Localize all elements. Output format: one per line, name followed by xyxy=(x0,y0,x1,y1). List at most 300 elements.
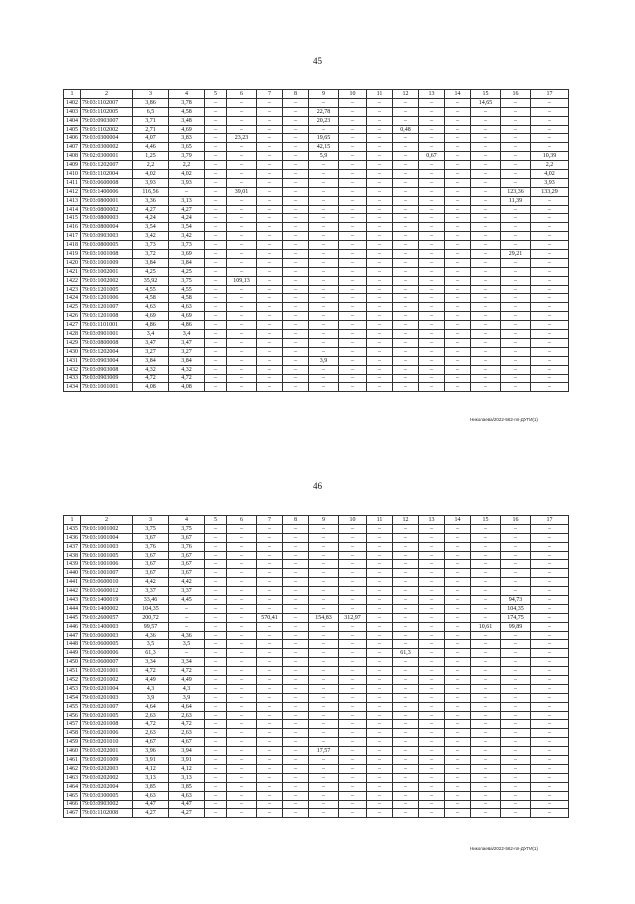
table-cell: – xyxy=(367,640,393,649)
table-cell: – xyxy=(339,196,367,205)
table-cell: – xyxy=(393,250,419,259)
table-cell: – xyxy=(393,223,419,232)
table-cell: – xyxy=(367,374,393,383)
table-cell: 79:03:1202004 xyxy=(81,347,133,356)
table-cell: – xyxy=(227,693,257,702)
table-cell: – xyxy=(445,711,471,720)
table-cell: – xyxy=(419,374,445,383)
table-cell: – xyxy=(367,232,393,241)
table-cell: – xyxy=(205,524,227,533)
table-cell: – xyxy=(531,267,569,276)
table-cell: – xyxy=(531,587,569,596)
table-row xyxy=(64,640,569,649)
table-cell: – xyxy=(367,613,393,622)
table-cell: 4,63 xyxy=(133,791,169,800)
table-cell: 79:03:0201008 xyxy=(81,720,133,729)
table-cell: 123,36 xyxy=(501,187,531,196)
table-cell: – xyxy=(445,187,471,196)
table-row xyxy=(64,578,569,587)
table-cell: 79:03:1102002 xyxy=(81,125,133,134)
table-cell: – xyxy=(283,161,309,170)
table-cell: – xyxy=(283,587,309,596)
table-cell: – xyxy=(257,356,283,365)
table-cell: – xyxy=(445,223,471,232)
table-cell: 3,36 xyxy=(133,196,169,205)
table-cell: 3,76 xyxy=(169,542,205,551)
table-cell: – xyxy=(339,356,367,365)
table-cell: – xyxy=(283,684,309,693)
table-cell: – xyxy=(205,125,227,134)
table-cell: 4,42 xyxy=(133,578,169,587)
table-cell: – xyxy=(445,170,471,179)
table-cell: 3,93 xyxy=(531,178,569,187)
table-cell: – xyxy=(227,250,257,259)
table-cell: – xyxy=(339,551,367,560)
table-cell: – xyxy=(367,187,393,196)
table-cell: – xyxy=(309,223,339,232)
table-cell: – xyxy=(257,658,283,667)
table-cell: 1465 xyxy=(64,791,81,800)
table-cell: – xyxy=(257,330,283,339)
table-cell: – xyxy=(339,702,367,711)
table-cell: 79:03:0201003 xyxy=(81,693,133,702)
table-cell: – xyxy=(367,551,393,560)
table-cell: – xyxy=(309,383,339,392)
table-cell: – xyxy=(257,205,283,214)
table-cell: – xyxy=(309,196,339,205)
table-cell: – xyxy=(205,196,227,205)
table-cell: – xyxy=(419,782,445,791)
table-cell: – xyxy=(205,383,227,392)
table-row xyxy=(64,312,569,321)
table-cell: – xyxy=(367,170,393,179)
table-cell: 4,12 xyxy=(133,764,169,773)
table-cell: – xyxy=(309,232,339,241)
table-cell: – xyxy=(367,125,393,134)
table-cell: 11,39 xyxy=(501,196,531,205)
table-cell: 1460 xyxy=(64,747,81,756)
table-cell: – xyxy=(445,276,471,285)
table-cell: – xyxy=(471,116,501,125)
table-cell: 1416 xyxy=(64,223,81,232)
table-cell: – xyxy=(419,800,445,809)
table-cell: – xyxy=(531,258,569,267)
table-cell: – xyxy=(419,809,445,818)
table-cell: – xyxy=(257,285,283,294)
table-cell: – xyxy=(393,560,419,569)
table-cell: 3,27 xyxy=(133,347,169,356)
table-cell: – xyxy=(393,383,419,392)
table-cell: – xyxy=(257,578,283,587)
table-cell: – xyxy=(309,258,339,267)
table-cell: – xyxy=(257,303,283,312)
table-cell: – xyxy=(205,356,227,365)
table-cell: 3,85 xyxy=(169,782,205,791)
table-row xyxy=(64,720,569,729)
table-cell: – xyxy=(471,533,501,542)
table-row xyxy=(64,214,569,223)
table-cell: – xyxy=(471,720,501,729)
table-cell: – xyxy=(501,205,531,214)
table-cell: 2,63 xyxy=(133,729,169,738)
table-cell: – xyxy=(501,321,531,330)
table-cell: – xyxy=(227,604,257,613)
table-cell: – xyxy=(227,773,257,782)
table-cell: – xyxy=(471,587,501,596)
table-cell: – xyxy=(227,711,257,720)
table-cell: – xyxy=(169,604,205,613)
table-cell: – xyxy=(367,756,393,765)
table-cell: 22,78 xyxy=(309,107,339,116)
table-cell: – xyxy=(283,676,309,685)
table-cell: – xyxy=(393,170,419,179)
table-cell: – xyxy=(501,125,531,134)
table-cell: 2,63 xyxy=(133,711,169,720)
table-cell: – xyxy=(283,338,309,347)
table-cell: – xyxy=(227,321,257,330)
table-cell: – xyxy=(445,312,471,321)
table-cell: – xyxy=(393,747,419,756)
table-cell: – xyxy=(257,187,283,196)
table-cell: – xyxy=(531,720,569,729)
table-cell: – xyxy=(283,241,309,250)
table-cell: – xyxy=(531,383,569,392)
table-cell: – xyxy=(531,285,569,294)
table-cell: 79:03:1201006 xyxy=(81,294,133,303)
table-cell: – xyxy=(309,312,339,321)
table-cell: – xyxy=(309,782,339,791)
table-cell: – xyxy=(531,241,569,250)
table-cell: – xyxy=(227,782,257,791)
table-cell: – xyxy=(393,258,419,267)
table-cell: 104,35 xyxy=(133,604,169,613)
table-cell: – xyxy=(393,524,419,533)
table-row xyxy=(64,285,569,294)
table-cell: – xyxy=(339,170,367,179)
table-cell: 20,23 xyxy=(309,116,339,125)
table-cell: – xyxy=(367,161,393,170)
table-cell: – xyxy=(501,676,531,685)
column-header: 7 xyxy=(257,516,283,525)
table-cell: 3,54 xyxy=(169,223,205,232)
table-cell: – xyxy=(471,356,501,365)
table-cell: – xyxy=(227,542,257,551)
table-cell: 3,27 xyxy=(169,347,205,356)
table-cell: – xyxy=(501,303,531,312)
table-cell: 1454 xyxy=(64,693,81,702)
table-cell: 4,63 xyxy=(169,303,205,312)
footer-note: Николаева/2022-562-пп-ДУГИ(1) xyxy=(470,417,538,422)
table-cell: – xyxy=(205,330,227,339)
table-cell: – xyxy=(205,560,227,569)
table-cell: 94,73 xyxy=(501,596,531,605)
table-cell: 3,9 xyxy=(133,693,169,702)
table-cell: – xyxy=(257,702,283,711)
table-cell: – xyxy=(445,578,471,587)
table-cell: – xyxy=(501,560,531,569)
table-cell: – xyxy=(205,116,227,125)
table-cell: 61,3 xyxy=(393,649,419,658)
table-cell: – xyxy=(393,791,419,800)
table-cell: – xyxy=(309,596,339,605)
table-cell: 2,2 xyxy=(169,161,205,170)
table-cell: – xyxy=(283,330,309,339)
table-cell: – xyxy=(471,693,501,702)
table-row xyxy=(64,258,569,267)
table-cell: – xyxy=(205,773,227,782)
table-cell: – xyxy=(309,533,339,542)
table-cell: – xyxy=(309,170,339,179)
table-cell: – xyxy=(283,356,309,365)
table-cell: – xyxy=(257,782,283,791)
table-row xyxy=(64,321,569,330)
table-cell: – xyxy=(471,178,501,187)
table-cell: – xyxy=(339,258,367,267)
table-cell: – xyxy=(283,773,309,782)
table-cell: – xyxy=(283,170,309,179)
table-cell: – xyxy=(393,196,419,205)
table-cell: – xyxy=(227,640,257,649)
table-cell: 4,55 xyxy=(133,285,169,294)
table-cell: – xyxy=(419,720,445,729)
table-cell: – xyxy=(283,738,309,747)
table-cell: 1415 xyxy=(64,214,81,223)
table-cell: 2,2 xyxy=(133,161,169,170)
table-cell: – xyxy=(367,764,393,773)
table-cell: – xyxy=(227,152,257,161)
table-cell: – xyxy=(205,241,227,250)
table-cell: – xyxy=(367,542,393,551)
table-cell: – xyxy=(501,684,531,693)
table-cell: – xyxy=(367,596,393,605)
table-cell: – xyxy=(205,551,227,560)
table-cell: – xyxy=(227,649,257,658)
table-cell: – xyxy=(367,303,393,312)
table-cell: – xyxy=(471,107,501,116)
table-row xyxy=(64,338,569,347)
table-cell: – xyxy=(339,187,367,196)
table-cell: – xyxy=(257,764,283,773)
table-cell: – xyxy=(445,631,471,640)
table-cell: – xyxy=(471,604,501,613)
table-cell: 23,23 xyxy=(227,134,257,143)
table-cell: – xyxy=(339,773,367,782)
table-cell: 79:03:1001006 xyxy=(81,560,133,569)
table-cell: 79:03:0600003 xyxy=(81,631,133,640)
table-cell: 1407 xyxy=(64,143,81,152)
table-cell: – xyxy=(367,747,393,756)
table-row xyxy=(64,170,569,179)
table-cell: – xyxy=(471,374,501,383)
table-cell: – xyxy=(531,338,569,347)
table-cell: – xyxy=(309,560,339,569)
table-cell: – xyxy=(339,347,367,356)
table-cell: – xyxy=(419,356,445,365)
table-cell: 1409 xyxy=(64,161,81,170)
column-header: 9 xyxy=(309,90,339,99)
table-cell: – xyxy=(283,533,309,542)
table-cell: 79:02:0300001 xyxy=(81,152,133,161)
table-cell: – xyxy=(257,125,283,134)
table-cell: – xyxy=(419,658,445,667)
table-cell: 79:03:0600010 xyxy=(81,578,133,587)
table-cell: – xyxy=(339,321,367,330)
table-cell: 17,57 xyxy=(309,747,339,756)
table-cell: – xyxy=(339,729,367,738)
table-cell: – xyxy=(227,684,257,693)
table-cell: 3,67 xyxy=(133,560,169,569)
table-cell: – xyxy=(445,294,471,303)
table-cell: – xyxy=(393,330,419,339)
table-cell: – xyxy=(445,782,471,791)
table-cell: – xyxy=(283,667,309,676)
table-cell: 4,32 xyxy=(133,365,169,374)
table-cell: – xyxy=(367,711,393,720)
table-cell: – xyxy=(257,596,283,605)
table-cell: – xyxy=(283,258,309,267)
table-cell: – xyxy=(257,267,283,276)
table-cell: – xyxy=(309,764,339,773)
table-row xyxy=(64,241,569,250)
table-cell: 2,71 xyxy=(133,125,169,134)
table-cell: – xyxy=(283,294,309,303)
table-cell: 4,02 xyxy=(531,170,569,179)
table-cell: – xyxy=(283,152,309,161)
table-cell: 1428 xyxy=(64,330,81,339)
table-cell: 79:03:0600012 xyxy=(81,587,133,596)
table-cell: 1463 xyxy=(64,773,81,782)
column-header: 3 xyxy=(133,90,169,99)
table-cell: – xyxy=(257,312,283,321)
table-cell: – xyxy=(367,241,393,250)
table-row xyxy=(64,524,569,533)
table-cell: – xyxy=(367,356,393,365)
table-cell: – xyxy=(205,267,227,276)
table-cell: – xyxy=(393,729,419,738)
table-cell: 10,39 xyxy=(531,152,569,161)
table-cell: 4,07 xyxy=(133,134,169,143)
table-cell: – xyxy=(339,107,367,116)
column-header: 13 xyxy=(419,90,445,99)
table-cell: – xyxy=(531,205,569,214)
table-cell: 1443 xyxy=(64,596,81,605)
table-cell: – xyxy=(257,542,283,551)
table-cell: – xyxy=(205,347,227,356)
table-cell: – xyxy=(471,125,501,134)
table-cell: – xyxy=(471,551,501,560)
table-cell: 79:03:1102007 xyxy=(81,98,133,107)
table-cell: – xyxy=(471,524,501,533)
table-cell: – xyxy=(471,321,501,330)
table-cell: – xyxy=(283,250,309,259)
table-cell: – xyxy=(283,569,309,578)
table-cell: – xyxy=(419,170,445,179)
table-cell: – xyxy=(339,232,367,241)
table-cell: – xyxy=(419,524,445,533)
table-cell: – xyxy=(471,560,501,569)
table-cell: – xyxy=(257,640,283,649)
table-cell: 3,91 xyxy=(133,756,169,765)
table-cell: – xyxy=(257,196,283,205)
table-cell: – xyxy=(367,285,393,294)
table-cell: – xyxy=(339,658,367,667)
table-row xyxy=(64,596,569,605)
table-row xyxy=(64,533,569,542)
column-header: 5 xyxy=(205,90,227,99)
table-cell: – xyxy=(257,747,283,756)
table-cell: – xyxy=(283,622,309,631)
table-cell: – xyxy=(501,338,531,347)
table-cell: 79:03:1001008 xyxy=(81,250,133,259)
table-cell: – xyxy=(283,596,309,605)
table-cell: – xyxy=(471,214,501,223)
table-cell: – xyxy=(205,143,227,152)
table-cell: – xyxy=(339,143,367,152)
table-cell: – xyxy=(445,205,471,214)
table-cell: – xyxy=(501,551,531,560)
table-cell: – xyxy=(501,782,531,791)
table-cell: 4,42 xyxy=(169,578,205,587)
table-cell: – xyxy=(283,125,309,134)
table-cell: – xyxy=(393,782,419,791)
table-cell: – xyxy=(445,587,471,596)
table-cell: – xyxy=(393,702,419,711)
table-cell: 174,75 xyxy=(501,613,531,622)
table-cell: – xyxy=(283,560,309,569)
table-cell: 3,76 xyxy=(133,542,169,551)
table-cell: 4,72 xyxy=(133,374,169,383)
table-cell: – xyxy=(339,383,367,392)
table-cell: – xyxy=(471,667,501,676)
table-row xyxy=(64,107,569,116)
table-cell: – xyxy=(205,613,227,622)
table-cell: 4,45 xyxy=(169,596,205,605)
table-row xyxy=(64,791,569,800)
table-cell: – xyxy=(531,596,569,605)
table-cell: 79:03:1001002 xyxy=(81,524,133,533)
table-cell: 1,25 xyxy=(133,152,169,161)
table-cell: – xyxy=(283,782,309,791)
table-cell: 1404 xyxy=(64,116,81,125)
table-cell: 1437 xyxy=(64,542,81,551)
table-cell: – xyxy=(257,258,283,267)
table-cell: 79:03:0201002 xyxy=(81,676,133,685)
table-cell: 4,36 xyxy=(169,631,205,640)
table-cell: – xyxy=(283,196,309,205)
table-cell: – xyxy=(367,782,393,791)
table-cell: – xyxy=(501,702,531,711)
table-cell: – xyxy=(367,667,393,676)
table-cell: – xyxy=(309,524,339,533)
column-header: 15 xyxy=(471,90,501,99)
table-cell: – xyxy=(227,569,257,578)
table-cell: 3,54 xyxy=(133,223,169,232)
table-cell: – xyxy=(283,649,309,658)
table-cell: – xyxy=(419,711,445,720)
table-cell: – xyxy=(419,232,445,241)
table-cell: – xyxy=(445,383,471,392)
table-cell: – xyxy=(367,214,393,223)
table-cell: 1434 xyxy=(64,383,81,392)
table-cell: – xyxy=(309,738,339,747)
table-cell: – xyxy=(205,98,227,107)
table-cell: – xyxy=(393,533,419,542)
table-cell: 4,63 xyxy=(133,303,169,312)
table-cell: 200,72 xyxy=(133,613,169,622)
table-cell: – xyxy=(169,649,205,658)
table-cell: – xyxy=(501,98,531,107)
table-cell: – xyxy=(393,161,419,170)
